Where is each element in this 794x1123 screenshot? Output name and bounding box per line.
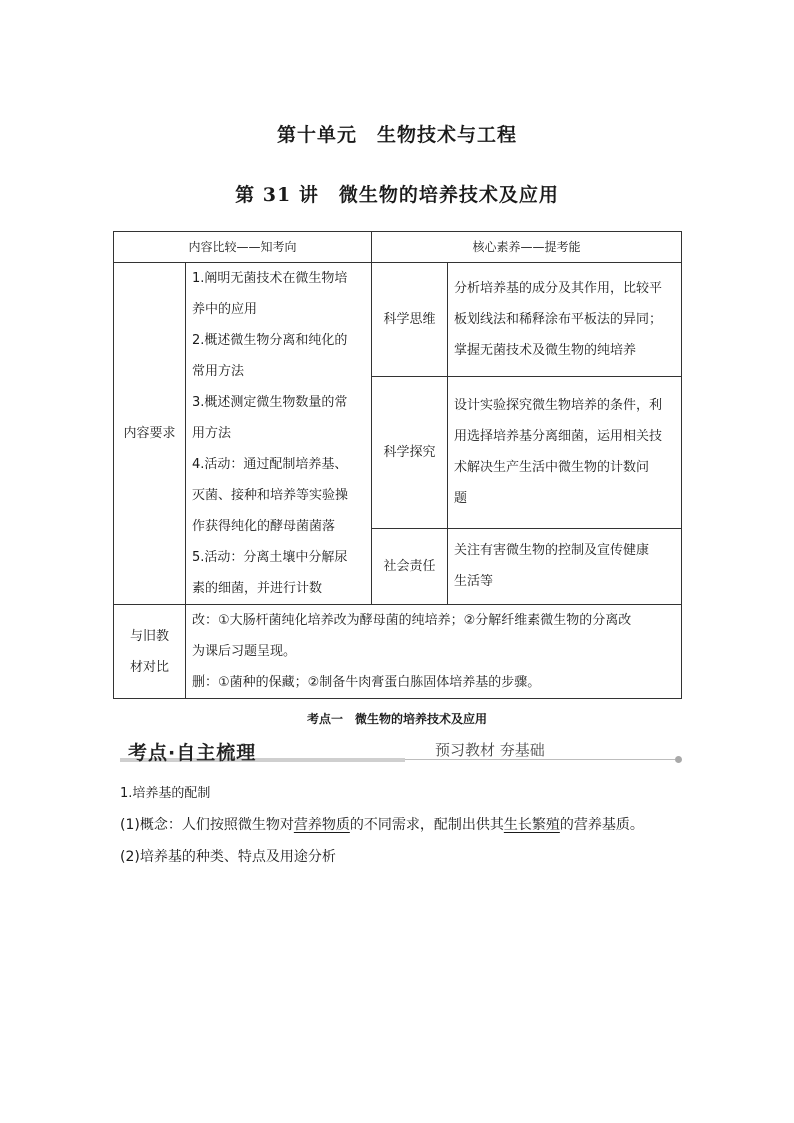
requirement-line: 2.概述微生物分离和纯化的 xyxy=(192,333,348,348)
banner-subtitle: 预习教材 夯基础 xyxy=(435,741,545,759)
banner-dot-icon xyxy=(675,756,682,763)
literacy-line: 术解决生产生活中微生物的计数问 xyxy=(454,460,650,476)
requirements-table xyxy=(113,231,682,699)
subsection-title: 1.培养基的配制 xyxy=(120,786,211,801)
comparison-line: 为课后习题呈现。 xyxy=(192,644,297,659)
literacy-line: 分析培养基的成分及其作用，比较平 xyxy=(454,281,663,296)
literacy-line: 板划线法和稀释涂布平板法的异同； xyxy=(454,312,663,327)
unit-number: 第十单元 xyxy=(276,124,357,146)
requirement-line: 1.阐明无菌技术在微生物培 xyxy=(192,271,348,286)
literacy-line: 用选择培养基分离细菌，运用相关技 xyxy=(454,429,663,445)
literacy-label-scientific-thinking: 科学思维 xyxy=(372,263,448,377)
term-growth: 生长繁殖 xyxy=(503,817,560,833)
content-requirements-cell xyxy=(186,263,372,605)
unit-name: 生物技术与工程 xyxy=(377,124,518,146)
literacy-line: 掌握无菌技术及微生物的纯培养 xyxy=(454,343,637,358)
lecture-number: 第 31 讲 xyxy=(235,184,319,206)
item-heading: (2)培养基的种类、特点及用途分析 xyxy=(120,849,336,865)
literacy-label-social-responsibility: 社会责任 xyxy=(372,528,448,604)
requirement-line: 5.活动：分离土壤中分解尿 xyxy=(192,550,348,565)
concept-prefix: (1)概念：人们按照微生物对 xyxy=(120,817,294,833)
literacy-desc-scientific-thinking xyxy=(448,263,682,377)
requirement-line: 灭菌、接种和培养等实验操 xyxy=(192,488,349,503)
concept-suffix: 的营养基质。 xyxy=(559,817,644,833)
literacy-line: 题 xyxy=(454,491,468,507)
literacy-line: 关注有害微生物的控制及宣传健康 xyxy=(454,543,650,559)
comparison-line: 改：①大肠杆菌纯化培养改为酵母菌的纯培养；②分解纤维素微生物的分离改 xyxy=(192,613,632,628)
section-heading: 考点一 微生物的培养技术及应用 xyxy=(306,712,487,726)
requirement-line: 用方法 xyxy=(192,426,232,441)
old-textbook-comparison-content xyxy=(186,605,682,699)
requirement-line: 常用方法 xyxy=(192,364,245,379)
unit-title xyxy=(0,120,794,147)
concept-middle: 的不同需求，配制出供其 xyxy=(349,817,504,833)
old-textbook-comparison-label xyxy=(114,605,186,699)
requirement-line: 3.概述测定微生物数量的常 xyxy=(192,395,348,410)
literacy-line: 设计实验探究微生物培养的条件，利 xyxy=(454,398,663,414)
header-content-comparison: 内容比较——知考向 xyxy=(114,232,372,263)
lecture-title xyxy=(0,180,794,207)
literacy-label-scientific-inquiry: 科学探究 xyxy=(372,377,448,529)
requirement-line: 作获得纯化的酵母菌菌落 xyxy=(192,519,336,534)
literacy-desc-social-responsibility xyxy=(448,528,682,604)
concept-paragraph xyxy=(120,814,644,834)
content-requirements-label: 内容要求 xyxy=(114,263,186,605)
comparison-label-line: 与旧教 xyxy=(129,628,169,644)
requirement-line: 养中的应用 xyxy=(192,302,258,317)
banner-label: 考点·自主梳理 xyxy=(128,742,257,764)
requirement-line: 素的细菌，并进行计数 xyxy=(192,581,323,596)
section-banner xyxy=(120,738,570,764)
literacy-line: 生活等 xyxy=(454,574,494,590)
term-nutrients: 营养物质 xyxy=(293,817,350,833)
lecture-name: 微生物的培养技术及应用 xyxy=(338,184,559,206)
comparison-label-line: 材对比 xyxy=(129,659,169,675)
requirement-line: 4.活动：通过配制培养基、 xyxy=(192,457,348,472)
comparison-line: 删：①菌种的保藏；②制备牛肉膏蛋白胨固体培养基的步骤。 xyxy=(192,675,541,690)
header-core-literacy: 核心素养——提考能 xyxy=(372,232,682,263)
literacy-desc-scientific-inquiry xyxy=(448,377,682,529)
